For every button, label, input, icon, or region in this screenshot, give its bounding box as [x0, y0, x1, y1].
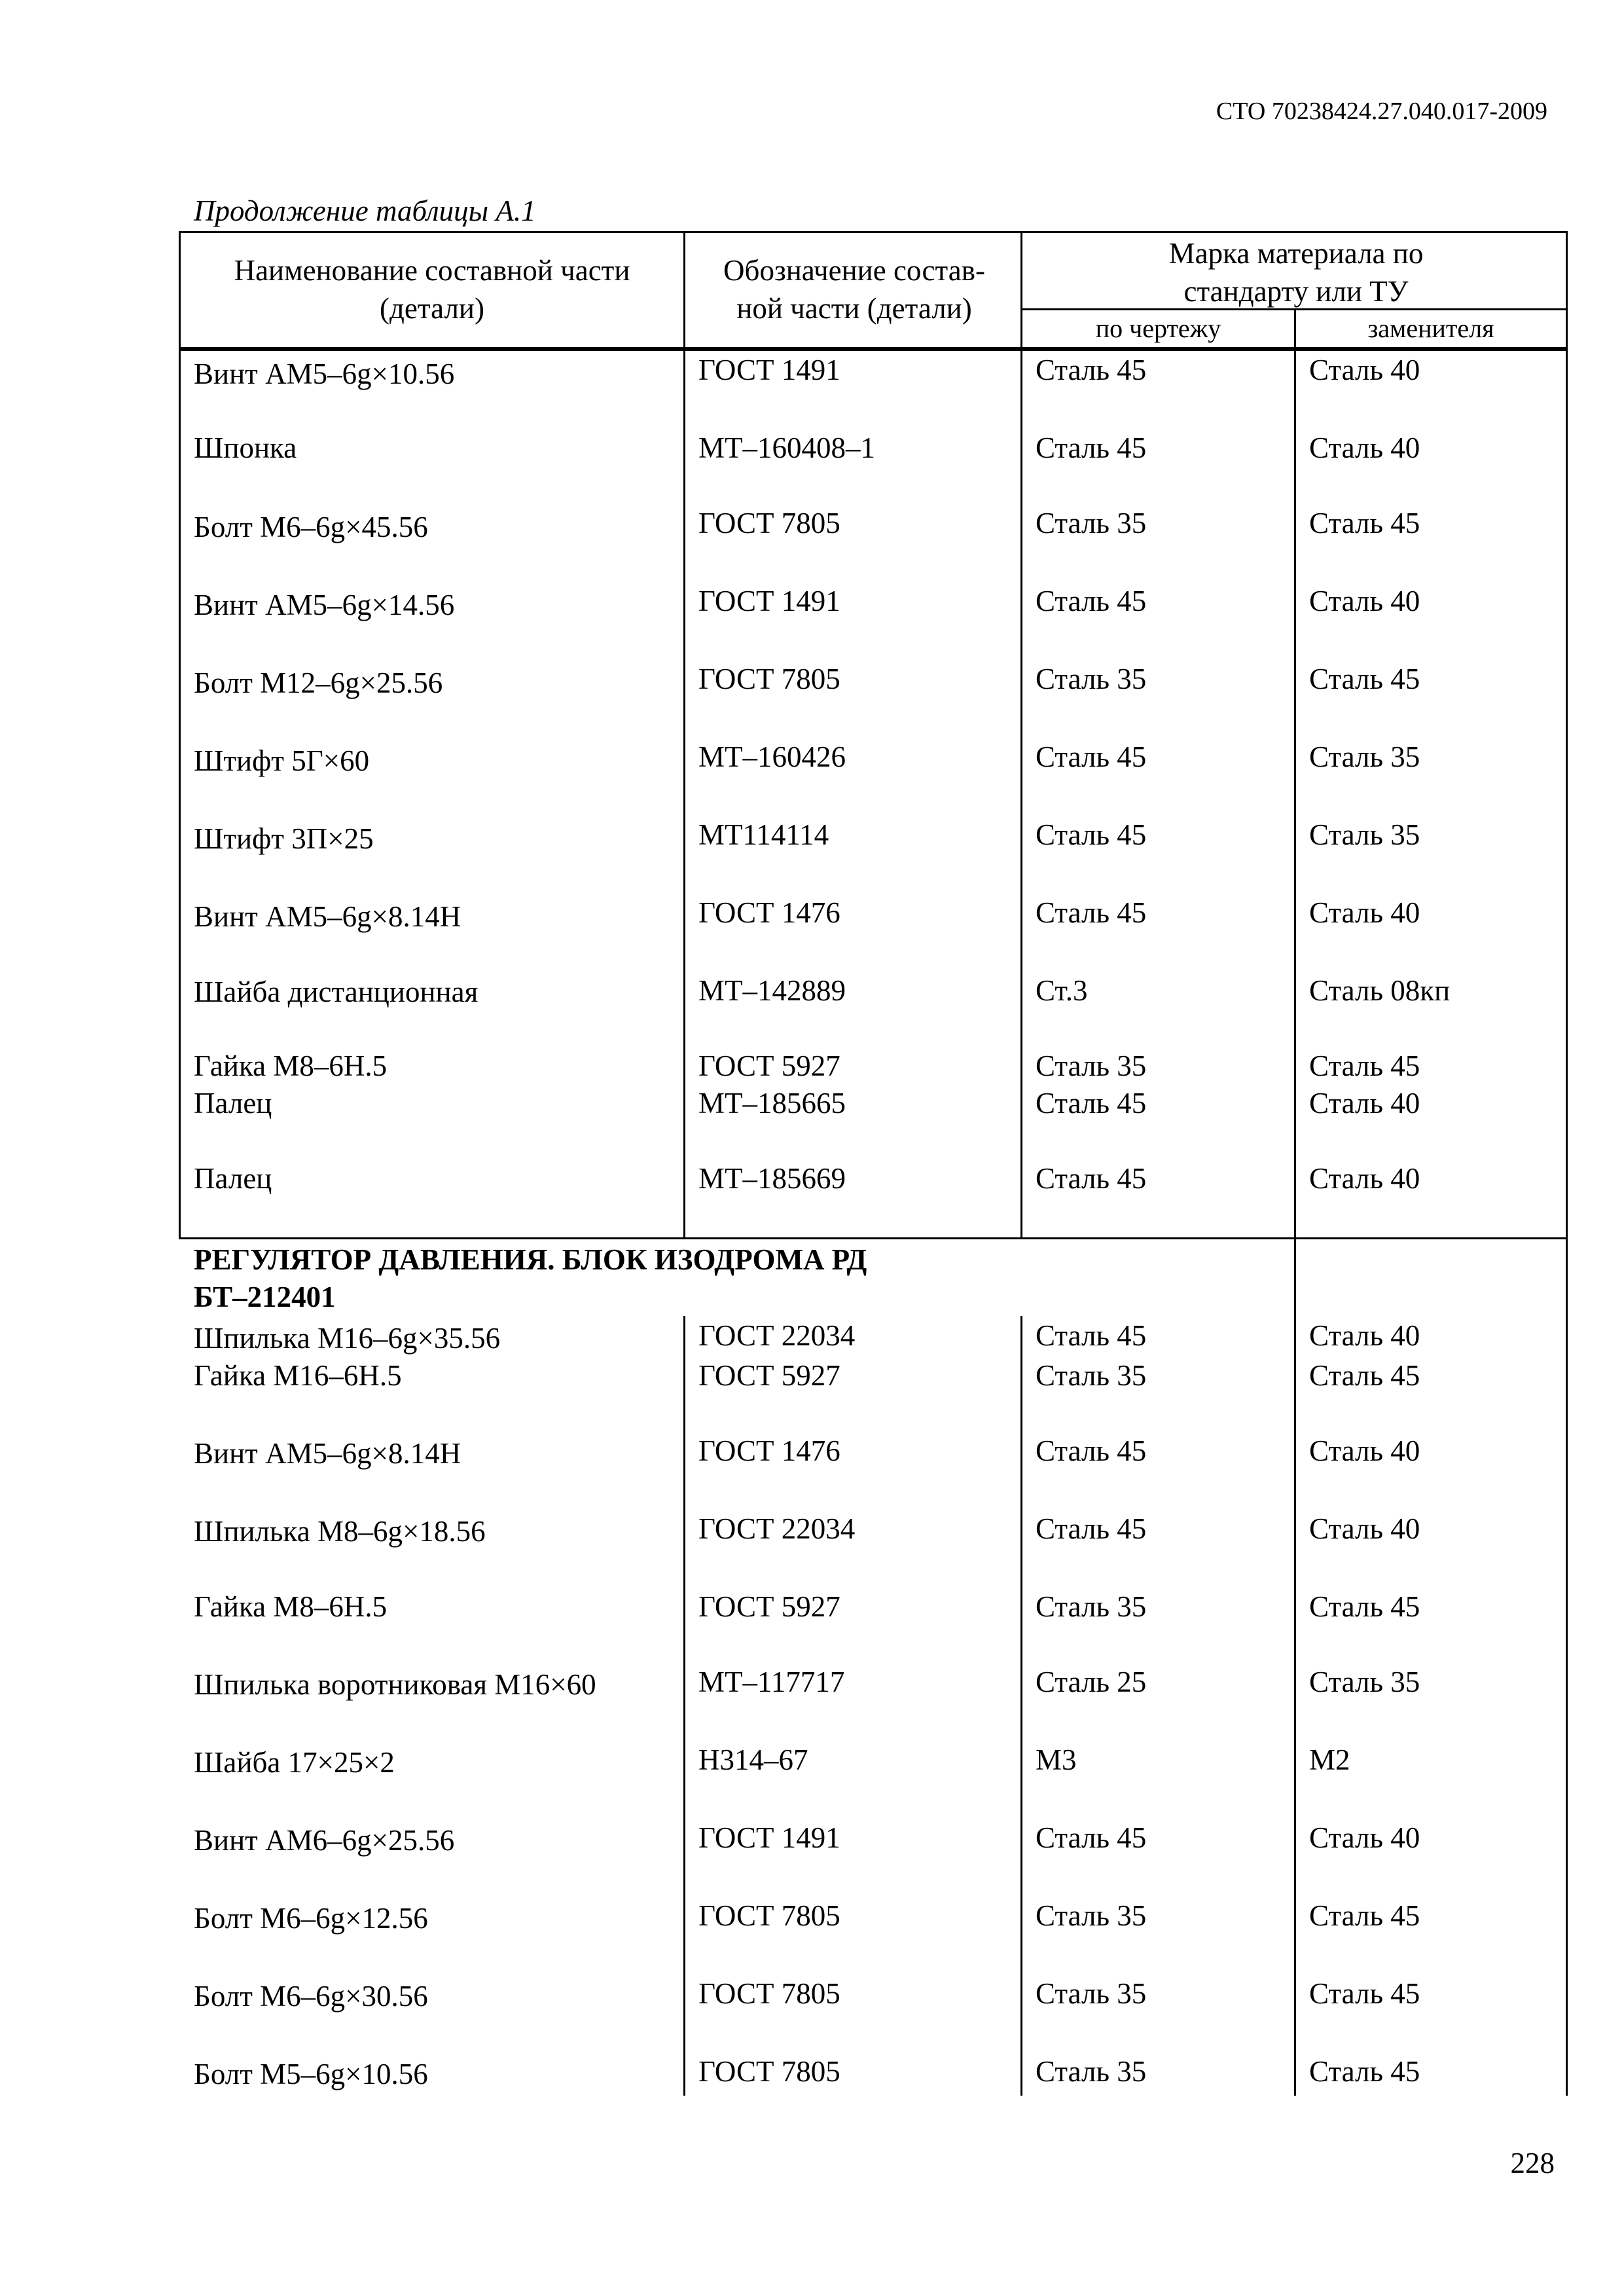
table-row — [0, 1663, 1624, 1702]
header-material: Марка материала по стандарту или ТУ — [1168, 237, 1424, 308]
page-number: 228 — [1510, 2147, 1555, 2179]
cell-material-substitute: Сталь 45 — [1309, 1359, 1420, 1392]
table-caption: Продолжение таблицы А.1 — [194, 194, 536, 227]
cell-name: Шпилька М8–6g×18.56 — [194, 1515, 486, 1548]
cell-code: МТ–160408–1 — [698, 431, 875, 464]
cell-material-substitute: Сталь 45 — [1309, 2055, 1420, 2088]
cell-material-drawing: Сталь 45 — [1036, 740, 1147, 773]
cell-material-substitute: Сталь 35 — [1309, 1666, 1420, 1698]
cell-name: Винт АМ5–6g×8.14Н — [194, 1437, 461, 1470]
cell-code: МТ114114 — [698, 818, 829, 851]
cell-material-drawing: Сталь 35 — [1036, 1977, 1147, 2010]
cell-material-drawing: Сталь 45 — [1036, 585, 1147, 617]
cell-name: Палец — [194, 1162, 272, 1195]
cell-material-drawing: Сталь 35 — [1036, 663, 1147, 695]
section-title-line2: БТ–212401 — [194, 1281, 336, 1313]
cell-material-drawing: Сталь 25 — [1036, 1666, 1147, 1698]
cell-code: ГОСТ 7805 — [698, 1899, 840, 1932]
cell-material-substitute: Сталь 40 — [1309, 1319, 1420, 1352]
cell-material-substitute: Сталь 45 — [1309, 1590, 1420, 1623]
cell-code: ГОСТ 22034 — [698, 1319, 856, 1352]
table-row — [0, 660, 1624, 699]
cell-name: Болт М12–6g×25.56 — [194, 666, 443, 699]
cell-name: Шпилька М16–6g×35.56 — [194, 1322, 501, 1355]
cell-material-substitute: Сталь 45 — [1309, 663, 1420, 695]
cell-name: Гайка М8–6Н.5 — [194, 1049, 388, 1082]
subheader-substitute: заменителя — [1367, 314, 1494, 343]
cell-name: Винт АМ5–6g×8.14Н — [194, 900, 461, 933]
table-row — [0, 1159, 1624, 1199]
cell-material-substitute: Сталь 45 — [1309, 507, 1420, 539]
cell-material-drawing: Сталь 35 — [1036, 1049, 1147, 1082]
cell-name: Болт М5–6g×10.56 — [194, 2058, 428, 2090]
cell-material-drawing: Сталь 45 — [1036, 896, 1147, 929]
table-row — [0, 504, 1624, 543]
table-row — [0, 894, 1624, 933]
cell-name: Штифт 5Г×60 — [194, 744, 370, 777]
cell-material-drawing: Сталь 35 — [1036, 507, 1147, 539]
cell-material-drawing: Сталь 45 — [1036, 354, 1147, 386]
table-row — [0, 972, 1624, 1011]
table-top-border — [179, 231, 1568, 233]
table-row — [0, 1897, 1624, 1936]
cell-material-substitute: Сталь 40 — [1309, 1434, 1420, 1467]
cell-code: ГОСТ 5927 — [698, 1049, 840, 1082]
cell-material-drawing: Сталь 35 — [1036, 1359, 1147, 1392]
table-row — [0, 1741, 1624, 1780]
cell-name: Болт М6–6g×30.56 — [194, 1980, 428, 2013]
table-row — [0, 1588, 1624, 1627]
cell-material-drawing: Сталь 45 — [1036, 1087, 1147, 1120]
cell-code: ГОСТ 7805 — [698, 507, 840, 539]
cell-name: Штифт 3П×25 — [194, 822, 374, 855]
table-row — [0, 1819, 1624, 1858]
cell-code: ГОСТ 5927 — [698, 1359, 840, 1392]
table-row — [0, 351, 1624, 390]
cell-material-drawing: Сталь 35 — [1036, 1899, 1147, 1932]
table-row — [0, 582, 1624, 621]
header-name: Наименование составной части (детали) — [234, 254, 630, 325]
section-divider — [179, 1237, 1568, 1239]
cell-material-drawing: Сталь 35 — [1036, 2055, 1147, 2088]
cell-material-substitute: Сталь 40 — [1309, 1087, 1420, 1120]
cell-material-substitute: Сталь 35 — [1309, 740, 1420, 773]
cell-material-drawing: Сталь 45 — [1036, 1821, 1147, 1854]
table-row — [0, 2052, 1624, 2092]
cell-material-substitute: Сталь 45 — [1309, 1977, 1420, 2010]
table-row — [0, 816, 1624, 855]
cell-material-substitute: Сталь 40 — [1309, 1162, 1420, 1195]
cell-material-drawing: М3 — [1036, 1743, 1077, 1776]
cell-material-substitute: М2 — [1309, 1743, 1350, 1776]
cell-name: Винт АМ5–6g×10.56 — [194, 357, 455, 390]
cell-name: Болт М6–6g×45.56 — [194, 511, 428, 543]
cell-code: ГОСТ 1491 — [698, 585, 840, 617]
table-row — [0, 1975, 1624, 2014]
cell-material-drawing: Сталь 45 — [1036, 431, 1147, 464]
cell-material-drawing: Сталь 45 — [1036, 1162, 1147, 1195]
cell-name: Винт АМ5–6g×14.56 — [194, 589, 455, 621]
cell-code: МТ–160426 — [698, 740, 846, 773]
cell-name: Винт АМ6–6g×25.56 — [194, 1824, 455, 1857]
cell-name: Гайка М16–6Н.5 — [194, 1359, 402, 1392]
cell-material-substitute: Сталь 45 — [1309, 1049, 1420, 1082]
cell-code: ГОСТ 7805 — [698, 1977, 840, 2010]
table-row — [0, 738, 1624, 777]
cell-name: Шайба 17×25×2 — [194, 1746, 395, 1779]
table-row — [0, 1317, 1624, 1356]
cell-material-drawing: Сталь 45 — [1036, 818, 1147, 851]
header-code: Обозначение состав-ной части (детали) — [723, 254, 985, 325]
cell-name: Гайка М8–6Н.5 — [194, 1590, 388, 1623]
cell-material-substitute: Сталь 40 — [1309, 1512, 1420, 1545]
document-code: СТО 70238424.27.040.017-2009 — [1216, 98, 1547, 125]
cell-material-drawing: Сталь 45 — [1036, 1512, 1147, 1545]
cell-code: МТ–185665 — [698, 1087, 846, 1120]
cell-material-drawing: Ст.3 — [1036, 974, 1088, 1007]
cell-material-substitute: Сталь 40 — [1309, 585, 1420, 617]
table-row — [0, 1432, 1624, 1471]
cell-code: ГОСТ 1476 — [698, 896, 840, 929]
cell-code: ГОСТ 22034 — [698, 1512, 856, 1545]
cell-name: Палец — [194, 1087, 272, 1120]
subheader-by-drawing: по чертежу — [1095, 314, 1221, 343]
table-row — [0, 429, 1624, 468]
cell-material-substitute: Сталь 40 — [1309, 354, 1420, 386]
cell-code: ГОСТ 1491 — [698, 1821, 840, 1854]
table-row — [0, 1357, 1624, 1396]
cell-code: ГОСТ 1476 — [698, 1434, 840, 1467]
table-row — [0, 1084, 1624, 1123]
table-row — [0, 1047, 1624, 1086]
cell-name: Болт М6–6g×12.56 — [194, 1902, 428, 1935]
cell-material-substitute: Сталь 35 — [1309, 818, 1420, 851]
cell-code: МТ–142889 — [698, 974, 846, 1007]
cell-code: Н314–67 — [698, 1743, 808, 1776]
cell-name: Шпонка — [194, 431, 297, 464]
cell-material-substitute: Сталь 45 — [1309, 1899, 1420, 1932]
section-title-line1: РЕГУЛЯТОР ДАВЛЕНИЯ. БЛОК ИЗОДРОМА РД — [194, 1243, 867, 1276]
cell-code: ГОСТ 7805 — [698, 2055, 840, 2088]
cell-code: МТ–117717 — [698, 1666, 845, 1698]
cell-material-drawing: Сталь 45 — [1036, 1319, 1147, 1352]
cell-material-drawing: Сталь 45 — [1036, 1434, 1147, 1467]
cell-material-substitute: Сталь 40 — [1309, 1821, 1420, 1854]
cell-code: ГОСТ 7805 — [698, 663, 840, 695]
cell-code: МТ–185669 — [698, 1162, 846, 1195]
cell-material-drawing: Сталь 35 — [1036, 1590, 1147, 1623]
cell-material-substitute: Сталь 08кп — [1309, 974, 1451, 1007]
cell-material-substitute: Сталь 40 — [1309, 431, 1420, 464]
cell-material-substitute: Сталь 40 — [1309, 896, 1420, 929]
cell-name: Шпилька воротниковая М16×60 — [194, 1668, 596, 1701]
cell-code: ГОСТ 5927 — [698, 1590, 840, 1623]
cell-code: ГОСТ 1491 — [698, 354, 840, 386]
table-row — [0, 1510, 1624, 1549]
cell-name: Шайба дистанционная — [194, 975, 478, 1008]
